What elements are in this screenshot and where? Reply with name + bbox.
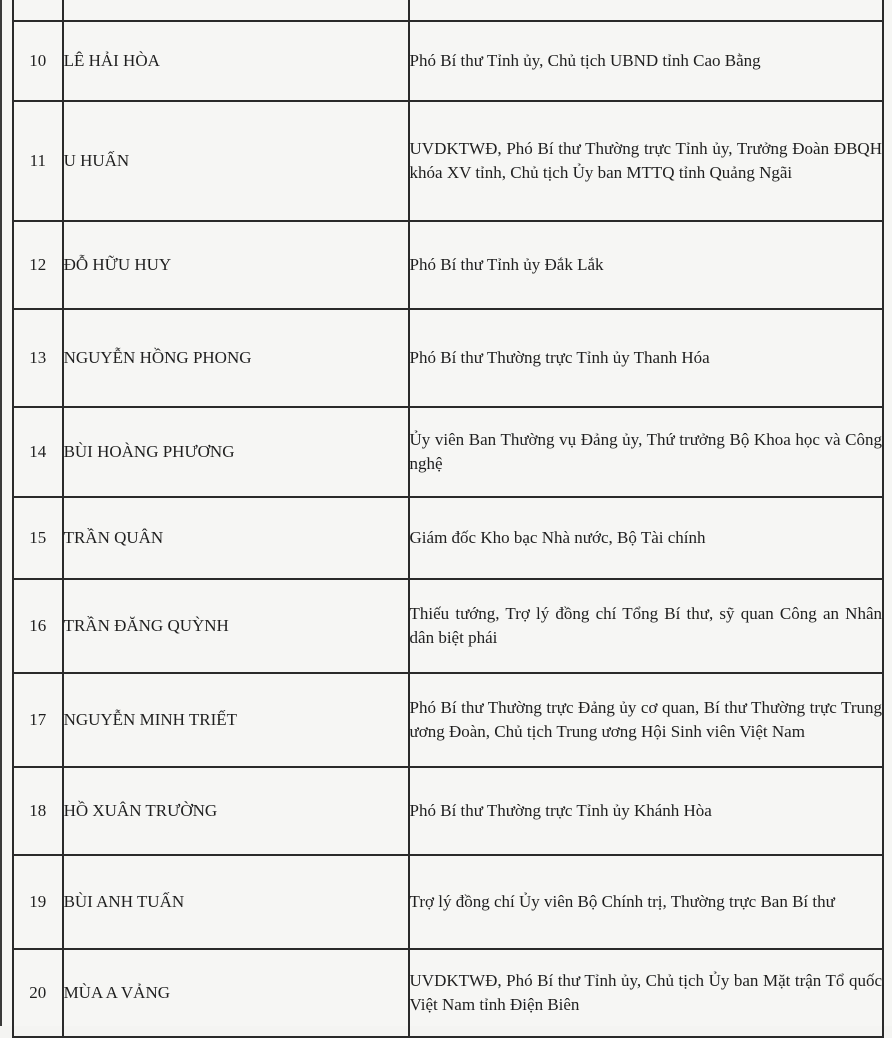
person-position: UVDKTWĐ, Phó Bí thư Thường trực Tỉnh ủy, Trưởng Đoàn ĐBQH khóa XV tỉnh, Chủ tịch Ủy ban MTTQ tỉnh Quảng Ngãi [409, 101, 883, 221]
person-name: TRẦN ĐĂNG QUỲNH [63, 579, 409, 673]
person-name: MÙA A VẢNG [63, 949, 409, 1037]
table-row [13, 767, 883, 855]
row-number: 16 [13, 579, 63, 673]
personnel-table [12, 0, 884, 1038]
person-name: LÊ HẢI HÒA [63, 21, 409, 101]
row-number: 19 [13, 855, 63, 949]
table-row [13, 497, 883, 579]
row-number: 14 [13, 407, 63, 497]
row-number: 17 [13, 673, 63, 767]
person-position: Phó Bí thư Thường trực Đảng ủy cơ quan, Bí thư Thường trực Trung ương Đoàn, Chủ tịch Trung ương Hội Sinh viên Việt Nam [409, 673, 883, 767]
person-name: BÙI ANH TUẤN [63, 855, 409, 949]
row-number: 15 [13, 497, 63, 579]
row-number: 13 [13, 309, 63, 407]
person-position: Phó Bí thư Tỉnh ủy Đắk Lắk [409, 221, 883, 309]
person-position: Phó Bí thư Thường trực Tỉnh ủy Khánh Hòa [409, 767, 883, 855]
cell-empty [13, 0, 63, 21]
person-name: U HUẤN [63, 101, 409, 221]
table-row [13, 21, 883, 101]
person-name: NGUYỄN HỒNG PHONG [63, 309, 409, 407]
row-number: 10 [13, 21, 63, 101]
person-name: BÙI HOÀNG PHƯƠNG [63, 407, 409, 497]
person-name: ĐỖ HỮU HUY [63, 221, 409, 309]
person-position: Ủy viên Ban Thường vụ Đảng ủy, Thứ trưởng Bộ Khoa học và Công nghệ [409, 407, 883, 497]
row-number: 20 [13, 949, 63, 1037]
row-number: 12 [13, 221, 63, 309]
table-row [13, 579, 883, 673]
table-row [13, 673, 883, 767]
person-name: HỒ XUÂN TRƯỜNG [63, 767, 409, 855]
table-row-continuation [13, 0, 883, 21]
table-row [13, 101, 883, 221]
person-name: TRẦN QUÂN [63, 497, 409, 579]
person-position: UVDKTWĐ, Phó Bí thư Tỉnh ủy, Chủ tịch Ủy ban Mặt trận Tổ quốc Việt Nam tỉnh Điện Biên [409, 949, 883, 1037]
person-position: Phó Bí thư Thường trực Tỉnh ủy Thanh Hóa [409, 309, 883, 407]
person-position: Phó Bí thư Tỉnh ủy, Chủ tịch UBND tỉnh Cao Bằng [409, 21, 883, 101]
row-number: 11 [13, 101, 63, 221]
table-row [13, 855, 883, 949]
cell-empty [63, 0, 409, 21]
table-row [13, 949, 883, 1037]
table-row [13, 221, 883, 309]
table-row [13, 309, 883, 407]
person-position: Thiếu tướng, Trợ lý đồng chí Tổng Bí thư, sỹ quan Công an Nhân dân biệt phái [409, 579, 883, 673]
cell-empty [409, 0, 883, 21]
person-position: Trợ lý đồng chí Ủy viên Bộ Chính trị, Thường trực Ban Bí thư [409, 855, 883, 949]
person-position: Giám đốc Kho bạc Nhà nước, Bộ Tài chính [409, 497, 883, 579]
row-number: 18 [13, 767, 63, 855]
table-row [13, 407, 883, 497]
person-name: NGUYỄN MINH TRIẾT [63, 673, 409, 767]
page-edge-line [0, 0, 2, 1026]
